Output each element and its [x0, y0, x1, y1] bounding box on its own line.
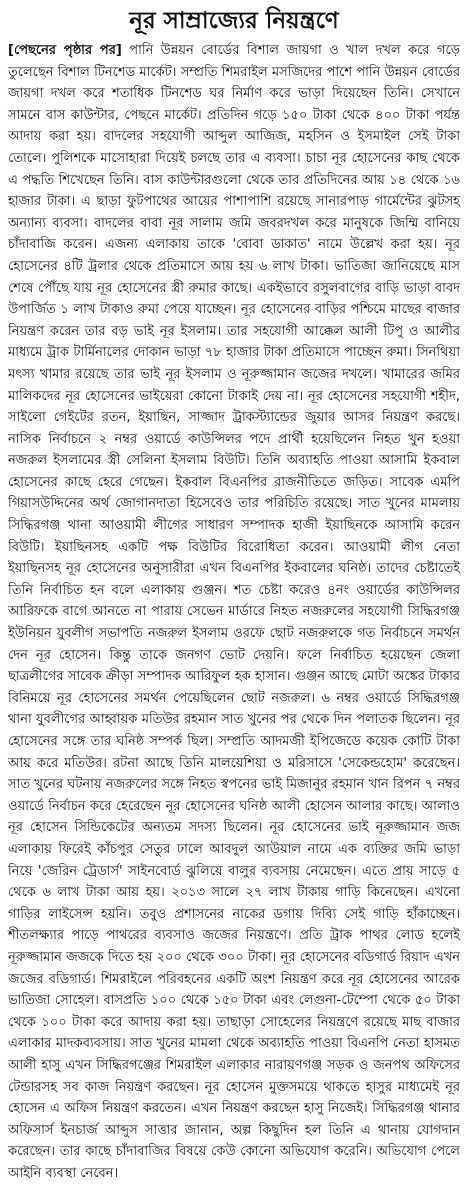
continued-from-label: [পেছনের পৃষ্ঠার পর]	[8, 43, 122, 58]
article-body	[8, 40, 460, 1181]
article-headline: নূর সাম্রাজ্যের নিয়ন্ত্রণে	[129, 8, 339, 34]
article-body-text: পানি উন্নয়ন বোর্ডের বিশাল জায়গা ও খাল দখল করে গড়ে তুলেছেন বিশাল টিনশেড মার্কেট। সম্প্রতি শিমরাইল মসজিদের পাশে পানি উন্নয়ন বোর্ডের জায়গা দখল করে শতাধিক টিনশেড ঘর নির্মাণ করে ভাড়া দিয়েছেন তিনি। সেখানে সামনে বাস কাউন্টার, পেছনে মার্কেট। প্রতিদিন গড়ে ১৫০ টাকা থেকে ৪০০ টাকা পর্যন্ত আদায় করা হয়। বাদলের সহযোগী আব্দুল আজিজ, মহসিন ও ইসমাইল সেই টাকা তোলে। পুলিশকে মাসোহারা দিয়েই চলছে তার এ ব্যবসা। চাচা নূর হোসেনের কাছ থেকে এ পদ্ধতি শিখেছেন তিনি। বাস কাউন্টারগুলো থেকে তার প্রতিদিনের আয় ১৪ থেকে ১৬ হাজার টাকা। এ ছাড়া ফুটপাথের আয়ের পাশাপাশি রয়েছে সানারপাড় গার্মেন্টের ঝুটসহ অন্যান্য ব্যবসা। বাদলের বাবা নূর সালাম জমি জবরদখল করে মানুষকে জিম্মি বানিয়ে চাঁদাবাজি করেন। এজন্য এলাকায় তাকে 'বোবা ডাকাত' নামে উল্লেখ করা হয়। নূর হোসেনের ৪টি ট্রলার থেকে প্রতিমাসে আয় হয় ৬ লাখ টাকা। ভাতিজা জানিয়েছে মাস শেষে পৌঁছে যায় নূর হোসেনের স্ত্রী রুমার কাছে। একইভাবে রসুলবাগের বাড়ি ভাড়া বাবদ উপার্জিত ১ লাখ টাকাও রুমা পেয়ে যাচ্ছেন। নূর হোসেনের বাড়ির পশ্চিমে মাছের বাজার নিয়ন্ত্রণ করেন তার বড় ভাই নূর ইসলাম। তার সহযোগী আক্কেল আলী টিপু ও আলীর মাধ্যমে ট্রাক টার্মিনালের দোকান ভাড়া ৭৮ হাজার টাকা প্রতিমাসে পাচ্ছেন রুমা। সিনথিয়া মৎস্য খামার রয়েছে তার ভাই নূর ইসলাম ও নূরুজ্জামান জজের দখলে। খামারের জমির মালিকদের নূর হোসেনের ভাইয়েরা কোনো টাকাই দেয় না। নূর হোসেনের সহযোগী শহীদ, সাইলো গেইটের রতন, ইয়াছিন, সাজ্জাদ ট্রাকস্ট্যান্ডের জুয়ার আসর নিয়ন্ত্রণ করছে। নাসিক নির্বাচনে ২ নম্বর ওয়ার্ডে কাউন্সিলর পদে প্রার্থী হয়েছিলেন নিহত খুন হওয়া নজরুল ইসলামের স্ত্রী সেলিনা ইসলাম বিউটি। তিনি অব্যাহতি পাওয়া আসামি ইকবাল হোসেনের কাছে হেরে গেছেন। ইকবাল বিএনপির রাজনীতিতে জড়িত। সাবেক এমপি গিয়াসউদ্দিনের অর্থ জোগানদাতা হিসেবেও তার পরিচিতি রয়েছে। সাত খুনের মামলায় সিদ্ধিরগঞ্জ থানা আওয়ামী লীগের সাধারণ সম্পাদক হাজী ইয়াছিনকে আসামি করেন বিউটি। ইয়াছিনসহ একটি পক্ষ বিউটির বিরোধিতা করেন। আওয়ামী লীগ নেতা ইয়াছিনসহ নূর হোসেনের অনুসারীরা এখন বিএনপির ইকবালের ঘনিষ্ঠ। তাদের চেষ্টাতেই তিনি নির্বাচিত হন বলে এলাকায় গুঞ্জন। শত চেষ্টা করেও ৪নং ওয়ার্ডের কাউন্সিলর আরিফকে বাগে আনতে না পারায় সেভেন মার্ডারে নিহত নজরুলের সহযোগী সিদ্ধিরগঞ্জ ইউনিয়ন যুবলীগ সভাপতি নজরুল ইসলাম ওরফে ছোট নজরুলকে গত নির্বাচনে সমর্থন দেন নূর হোসেন। কিন্তু তাকে জনগণ ভোট দেয়নি। ফলে নির্বাচিত হয়েছেন জেলা ছাত্রলীগের সাবেক ক্রীড়া সম্পাদক আরিফুল হক হাসান। গুঞ্জন আছে মোটা অঙ্কের টাকার বিনিময়ে নূর হোসেনের সমর্থন পেয়েছিলেন ছোট নজরুল। ৬ নম্বর ওয়ার্ডে সিদ্ধিরগঞ্জ থানা যুবলীগের আহ্বায়ক মতিউর রহমান সাত খুনের পর থেকে দিন পলাতক ছিলেন। নূর হোসেনের সঙ্গে তার ঘনিষ্ঠ সম্পর্ক ছিল। সম্প্রতি আদমজী ইপিজেডে কয়েক কোটি টাকা আয় করে মতিউর। রটনা আছে তিনি মালয়েশিয়া ও মরিসাসে 'সেকেন্ডহোম' করেছেন। সাত খুনের ঘটনায় নজরুলের সঙ্গে নিহত স্বপনের ভাই মিজানুর রহমান খান রিপন ৭ নম্বর ওয়ার্ডে নির্বাচন করে হেরেছেন নূর হোসেনের ঘনিষ্ঠ আলী হোসেন আলার কাছে। আলাও নূর হোসেন সিন্ডিকেটের অন্যতম সদস্য ছিলেন। নূর হোসেনের ভাই নূরুজ্জামান জজ এলাকায় ফিরেই কাঁচপুর সেতুর ঢালে আবদুল আউয়াল নামে এক ব্যক্তির জমি ভাড়া নিয়ে 'জেরিন ট্রেডার্স' সাইনবোর্ড ঝুলিয়ে বালুর ব্যবসায় নেমেছেন। এতে প্রায় সাড়ে ৫ থেকে ৬ লাখ টাকা আয় হয়। ২০১৩ সালে ২৭ লাখ টাকায় গাড়ি কিনেছেন। এখনো গাড়ির লাইসেন্স হয়নি। তবুও প্রশাসনের নাকের ডগায় দিব্যি সেই গাড়ি হাঁকাচ্ছেন। শীতলক্ষ্যার পাড়ে পাথরের ব্যবসাও জজের নিয়ন্ত্রণে। প্রতি ট্রাক পাথর লোড হলেই নূরুজ্জামান জজকে দিতে হয় ২০০ থেকে ৩০০ টাকা। নূর হোসেনের বডিগার্ড রিয়াদ এখন জজের বডিগার্ড। শিমরাইলে পরিবহনের একটি অংশ নিয়ন্ত্রণ করে নূর হোসেনের আরেক ভাতিজা সোহেল। বাসপ্রতি ১০০ থেকে ১৫০ টাকা এবং লেগুনা-টেম্পো থেকে ৫০ টাকা থেকে ১০০ টাকা করে আদায় করা হয়। তাছাড়া সোহেলের নিয়ন্ত্রণে রয়েছে মাছ বাজার এলাকার মাদকব্যবসায়। সাত খুনের মামলা থেকে অব্যাহতি পাওয়া বিএনপি নেতা হাসমত আলী হাসু এখন সিদ্ধিরগঞ্জের শিমরাইল এলাকার নারায়ণগঞ্জ সড়ক ও জনপথ অফিসের টেন্ডারসহ সব কাজ নিয়ন্ত্রণ করছেন। নূর হোসেন মুক্তসময়ে থাকতে হাসুর মাধ্যমেই নূর হোসেন এ অফিস নিয়ন্ত্রণ করতেন। এখন নিয়ন্ত্রণ করছেন হাসু নিজেই। সিদ্ধিরগঞ্জ থানার অফিসার্স ইনচার্জ আব্দুস সাত্তার জানান, অল্প কিছুদিন হল তিনি এ থানায় যোগদান করেছেন। তার কাছে চাঁদাবাজির বিষয়ে কেউ কোনো অভিযোগ করেনি। অভিযোগ পেলে আইনি ব্যবস্থা নেবেন।	[8, 43, 460, 1181]
